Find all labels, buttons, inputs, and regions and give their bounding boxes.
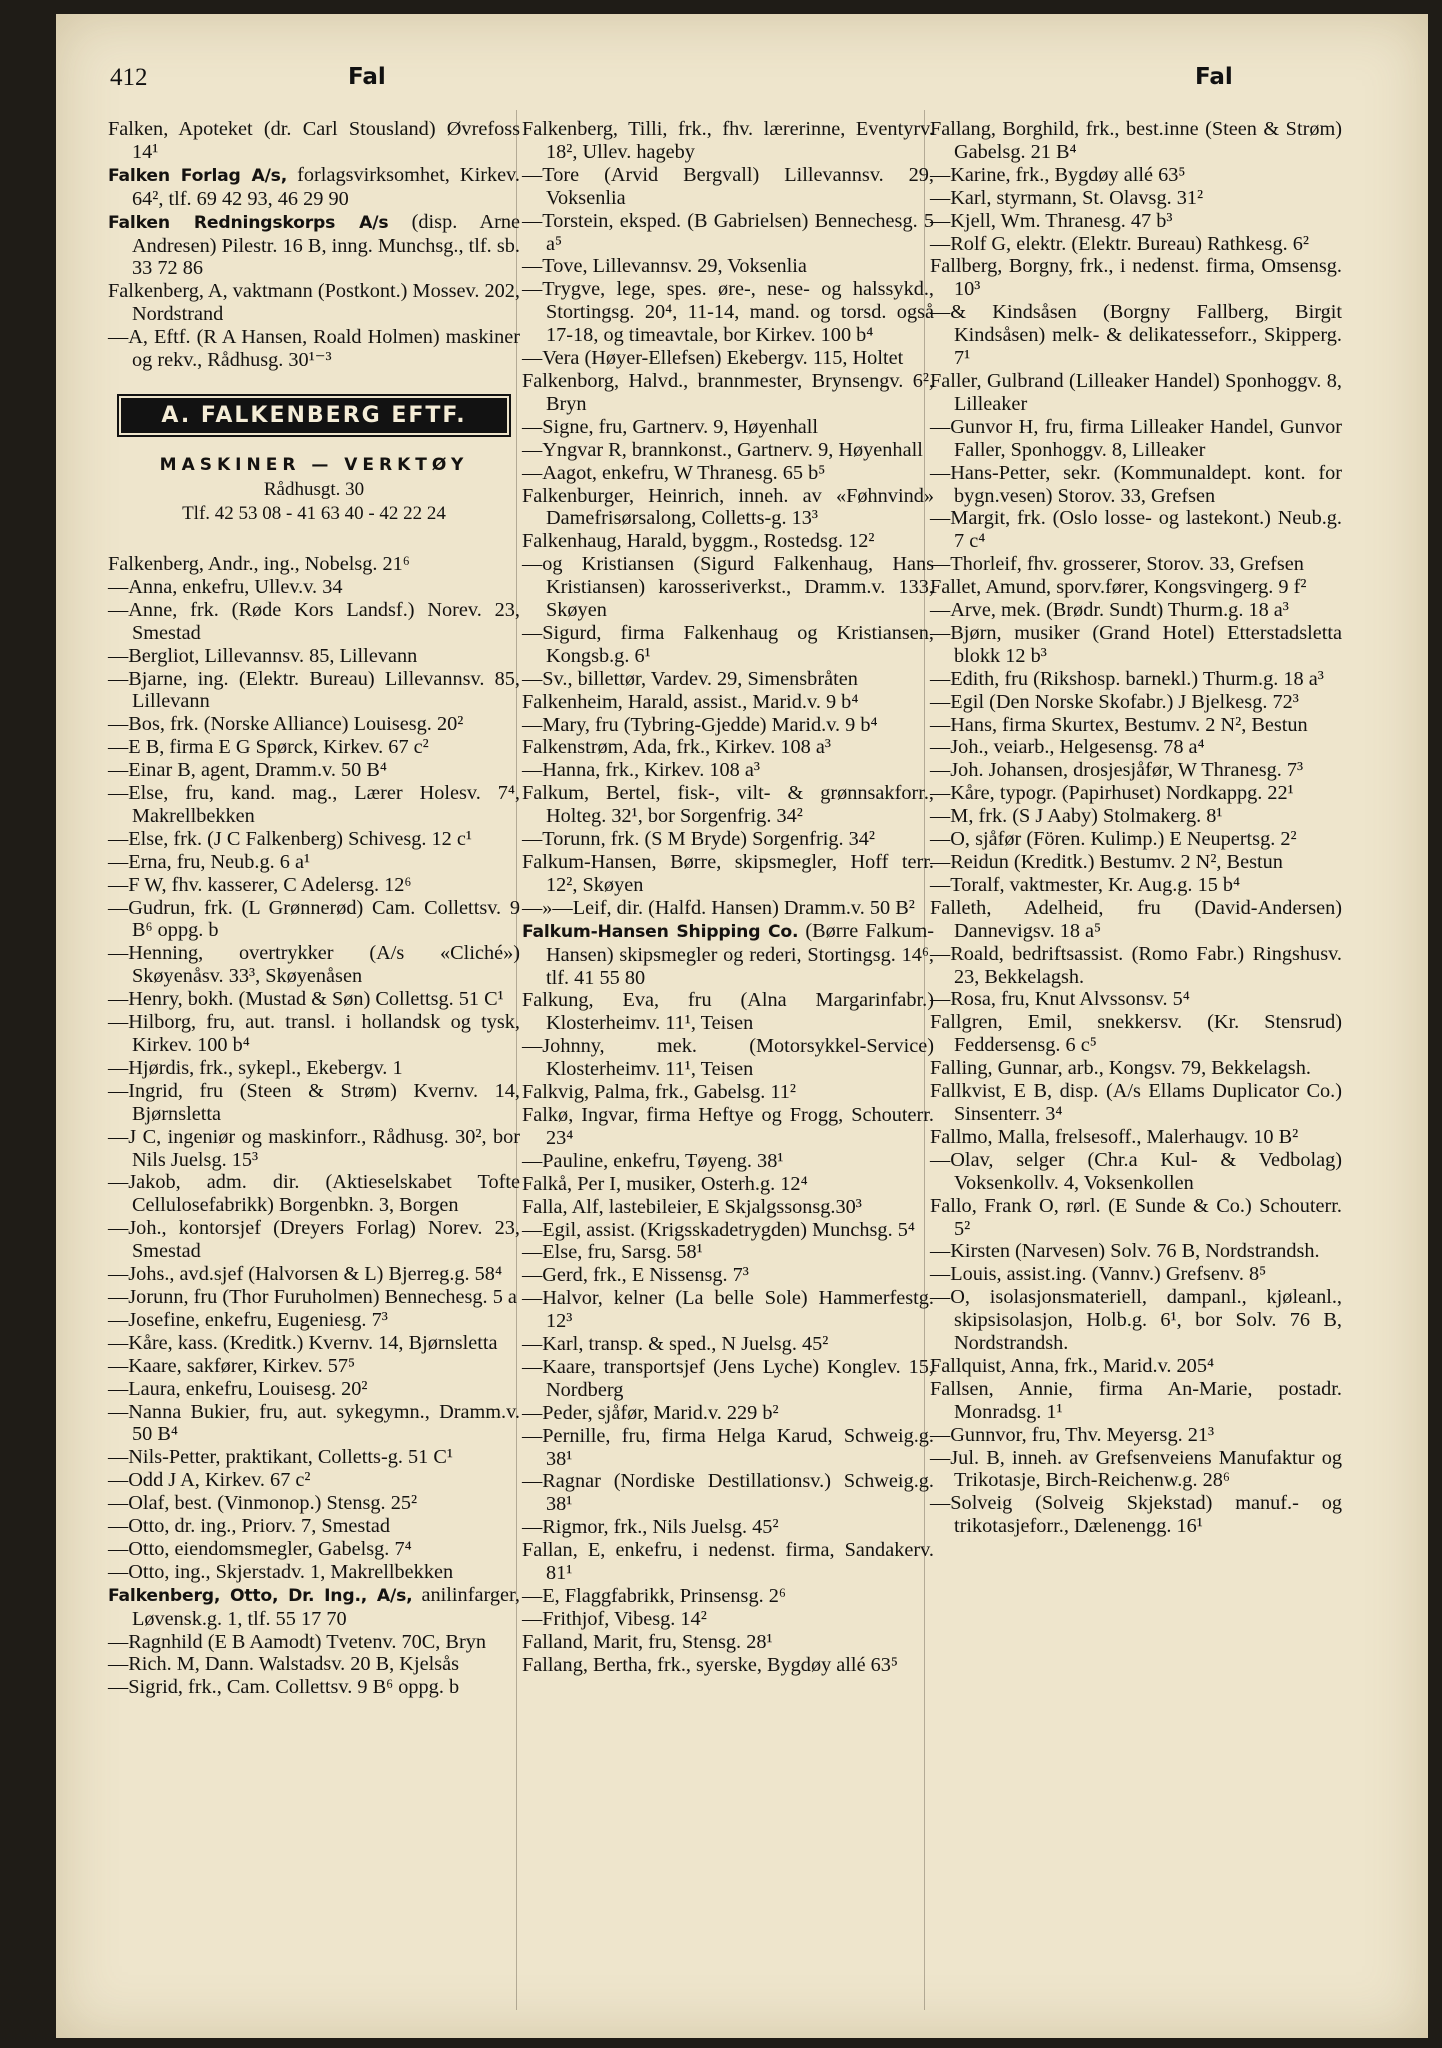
entry-text: —Henning, overtrykker (A/s «Cliché») Skøyenåsv. 33³, Skøyenåsen: [108, 942, 520, 988]
directory-entry: [930, 691, 1342, 714]
directory-entry: [930, 851, 1342, 874]
directory-entry: [108, 1401, 520, 1447]
entry-text: —Arve, mek. (Brødr. Sundt) Thurm.g. 18 a³: [930, 599, 1289, 622]
entry-text: —Kaare, sakfører, Kirkev. 57⁵: [108, 1354, 356, 1377]
directory-entry: [930, 668, 1342, 691]
entry-text: —Joh., kontorsjef (Dreyers Forlag) Norev. 23, Smestad: [108, 1217, 520, 1263]
column-1: [108, 118, 520, 1699]
directory-entry: [108, 1584, 520, 1631]
entry-text: Falkvig, Palma, frk., Gabelsg. 11²: [522, 1081, 797, 1104]
directory-entry: [522, 164, 934, 210]
entry-text: —Laura, enkefru, Louisesg. 20²: [108, 1377, 368, 1400]
entry-text: Falland, Marit, fru, Stensg. 28¹: [522, 1630, 773, 1653]
directory-entry: [522, 851, 934, 897]
entry-text: —Edith, fru (Rikshosp. barnekl.) Thurm.g. 18 a³: [930, 667, 1324, 690]
directory-entry: [930, 1240, 1342, 1263]
directory-entry: [108, 1492, 520, 1515]
directory-entry: [522, 1425, 934, 1471]
entry-text: —Roald, bedriftsassist. (Romo Fabr.) Ringshusv. 23, Bekkelagsh.: [930, 942, 1342, 988]
page-number: 412: [110, 64, 148, 91]
directory-entry: [108, 1080, 520, 1126]
entry-text: —Solveig (Solveig Skjekstad) manuf.- og trikotasjeforr., Dælenengg. 16¹: [930, 1492, 1342, 1538]
directory-entry: [108, 1309, 520, 1332]
directory-entry: [930, 370, 1342, 416]
entry-text: —Johs., avd.sjef (Halvorsen & L) Bjerreg.g. 58⁴: [108, 1263, 503, 1286]
directory-entry: [930, 599, 1342, 622]
directory-entry: [522, 1264, 934, 1287]
directory-entry: [522, 439, 934, 462]
directory-entry: [108, 897, 520, 943]
entry-text: Fallgren, Emil, snekkersv. (Kr. Stensrud) Feddersensg. 6 c⁵: [930, 1011, 1342, 1057]
directory-entry: [930, 874, 1342, 897]
directory-entry: [930, 255, 1342, 301]
directory-entry: [522, 691, 934, 714]
directory-entry: [930, 988, 1342, 1011]
entry-text: —Gunvor H, fru, firma Lilleaker Handel, Gunvor Faller, Sponhoggv. 8, Lilleaker: [930, 415, 1342, 461]
directory-entry: [108, 1217, 520, 1263]
directory-entry: [930, 897, 1342, 943]
directory-entry: [108, 874, 520, 897]
entry-text: —Karine, frk., Bygdøy allé 63⁵: [930, 163, 1186, 186]
entry-text: —Torunn, frk. (S M Bryde) Sorgenfrig. 34²: [522, 828, 875, 851]
entry-text: Falkum, Bertel, fisk-, vilt- & grønnsakforr., Holteg. 32¹, bor Sorgenfrig. 34²: [522, 782, 934, 828]
entry-text: —E B, firma E G Spørck, Kirkev. 67 c²: [108, 736, 429, 759]
entry-text: —Toralf, vaktmester, Kr. Aug.g. 15 b⁴: [930, 873, 1241, 896]
entry-text: —A, Eftf. (R A Hansen, Roald Holmen) maskiner og rekv., Rådhusg. 30¹⁻³: [108, 326, 520, 372]
entry-text: —Signe, fru, Gartnerv. 9, Høyenhall: [522, 415, 819, 438]
directory-entry: [930, 1378, 1342, 1424]
entry-text: forlagsvirksomhet, Kirkev. 64², tlf. 69 42 93, 46 29 90: [132, 163, 520, 210]
directory-entry: [108, 118, 520, 164]
entry-text: —Mary, fru (Tybring-Gjedde) Marid.v. 9 b⁴: [522, 713, 878, 736]
entry-text: Falkenberg, A, vaktmann (Postkont.) Mossev. 202, Nordstrand: [108, 280, 520, 326]
entry-text: —Olaf, best. (Vinmonop.) Stensg. 25²: [108, 1492, 418, 1515]
entry-text: —Karl, transp. & sped., N Juelsg. 45²: [522, 1333, 829, 1356]
entry-text: —J C, ingeniør og maskinforr., Rådhusg. 30², bor Nils Juelsg. 15³: [108, 1125, 520, 1171]
entry-text: —Kirsten (Narvesen) Solv. 76 B, Nordstrandsh.: [930, 1240, 1320, 1263]
directory-entry: [522, 1333, 934, 1356]
entry-text: —Frithjof, Vibesg. 14²: [522, 1607, 707, 1630]
entry-text: Fallo, Frank O, rørl. (E Sunde & Co.) Schouterr. 5²: [930, 1194, 1342, 1240]
entry-text: Falkå, Per I, musiker, Osterh.g. 12⁴: [522, 1172, 808, 1195]
entry-text: Falling, Gunnar, arb., Kongsv. 79, Bekkelagsh.: [930, 1057, 1311, 1080]
entry-text: —Rosa, fru, Knut Alvssonsv. 5⁴: [930, 988, 1190, 1011]
entry-text: —Jul. B, inneh. av Grefsenveiens Manufaktur og Trikotasje, Birch-Reichenw.g. 28⁶: [930, 1446, 1342, 1492]
entry-text: Falkenberg, Andr., ing., Nobelsg. 21⁶: [108, 552, 410, 575]
directory-entry: [108, 1263, 520, 1286]
entry-text: —Trygve, lege, spes. øre-, nese- og halssykd., Stortingsg. 20⁴, 11-14, mand. og torsd. også 17-18, og timeavtale, bor Kirkev. 100 b⁴: [522, 278, 934, 347]
directory-entry: [522, 1539, 934, 1585]
directory-entry: [522, 278, 934, 347]
directory-entry: [930, 782, 1342, 805]
entry-text: —Vera (Høyer-Ellefsen) Ekebergv. 115, Holtet: [522, 347, 904, 370]
directory-entry: [108, 1515, 520, 1538]
directory-entry: [522, 1402, 934, 1425]
directory-entry: [108, 668, 520, 714]
directory-entry: [930, 118, 1342, 164]
directory-entry: [522, 1173, 934, 1196]
entry-text: —Margit, frk. (Oslo losse- og lastekont.) Neub.g. 7 c⁴: [930, 507, 1342, 553]
entry-text: —& Kindsåsen (Borgny Fallberg, Birgit Kindsåsen) melk- & delikatesseforr., Skipperg. 7¹: [930, 301, 1342, 370]
directory-entry: [930, 1057, 1342, 1080]
entry-text: —Else, fru, Sarsg. 58¹: [522, 1241, 703, 1264]
entry-text: —Bos, frk. (Norske Alliance) Louisesg. 20²: [108, 713, 464, 736]
directory-entry: [108, 988, 520, 1011]
directory-entry: [930, 1424, 1342, 1447]
directory-entry: [522, 1196, 934, 1219]
ad-phone: Tlf. 42 53 08 - 41 63 40 - 42 22 24: [182, 502, 446, 524]
entry-text: —»—Leif, dir. (Halfd. Hansen) Dramm.v. 50 B²: [522, 896, 915, 919]
directory-entry: [930, 943, 1342, 989]
directory-entry: [522, 416, 934, 439]
entry-text: —Halvor, kelner (La belle Sole) Hammerfestg. 12³: [522, 1287, 934, 1333]
header-keyword-left: Fal: [348, 64, 386, 90]
entry-text: —Torstein, eksped. (B Gabrielsen) Bennechesg. 5 a⁵: [522, 209, 934, 255]
entry-text: Fallberg, Borgny, frk., i nedenst. firma, Omsensg. 10³: [930, 255, 1342, 301]
directory-entry: [522, 714, 934, 737]
entry-text: —Tore (Arvid Bergvall) Lillevannsv. 29, Voksenlia: [522, 163, 934, 209]
directory-entry: [522, 553, 934, 622]
directory-entry: [522, 118, 934, 164]
directory-entry: [522, 1241, 934, 1264]
directory-entry: [930, 1149, 1342, 1195]
directory-entry: [930, 576, 1342, 599]
entry-text: —Sigrid, frk., Cam. Collettsv. 9 B⁶ oppg. b: [108, 1676, 460, 1699]
entry-text: Fallquist, Anna, frk., Marid.v. 205⁴: [930, 1354, 1215, 1377]
entry-text: —Hans-Petter, sekr. (Kommunaldept. kont. for bygn.vesen) Storov. 33, Grefsen: [930, 461, 1342, 507]
entry-text: —Olav, selger (Chr.a Kul- & Vedbolag) Voksenkollv. 4, Voksenkollen: [930, 1148, 1342, 1194]
entry-text: —Erna, fru, Neub.g. 6 a¹: [108, 850, 311, 873]
entry-text: —Tove, Lillevannsv. 29, Voksenlia: [522, 255, 807, 278]
directory-entry: [108, 1286, 520, 1309]
entry-text: Fallsen, Annie, firma An-Marie, postadr. Monradsg. 1¹: [930, 1377, 1342, 1423]
directory-entry: [522, 1585, 934, 1608]
entry-text: —Gunnvor, fru, Thv. Meyersg. 21³: [930, 1423, 1215, 1446]
directory-entry: [930, 1286, 1342, 1355]
directory-entry: [930, 1126, 1342, 1149]
directory-entry: [930, 210, 1342, 233]
entry-text: —Nanna Bukier, fru, aut. sykegymn., Dramm.v. 50 B⁴: [108, 1400, 520, 1446]
directory-entry: [108, 736, 520, 759]
directory-entry: [522, 1631, 934, 1654]
directory-entry: [522, 1608, 934, 1631]
entry-text: —Sigurd, firma Falkenhaug og Kristiansen, Kongsb.g. 6¹: [522, 621, 934, 667]
entry-text: Faller, Gulbrand (Lilleaker Handel) Sponhoggv. 8, Lilleaker: [930, 369, 1342, 415]
directory-entry: [930, 507, 1342, 553]
directory-page: [56, 14, 1428, 2038]
directory-entry: [108, 599, 520, 645]
ad-tagline: MASKINER — VERKTØY: [159, 454, 469, 475]
column-3: [930, 118, 1342, 1538]
entry-text: —M, frk. (S J Aaby) Stolmakerg. 8¹: [930, 805, 1223, 828]
directory-entry: [522, 1654, 934, 1677]
directory-entry: [108, 1676, 520, 1699]
directory-entry: [522, 782, 934, 828]
entry-text: —Hjørdis, frk., sykepl., Ekebergv. 1: [108, 1056, 403, 1079]
entry-text: —Jorunn, fru (Thor Furuholmen) Bennechesg. 5 a: [108, 1285, 517, 1308]
entry-text: —Egil, assist. (Krigsskadetrygden) Munchsg. 5⁴: [522, 1218, 915, 1241]
directory-entry: [522, 622, 934, 668]
entry-text: —Rigmor, frk., Nils Juelsg. 45²: [522, 1516, 779, 1539]
entry-text: —Joh., veiarb., Helgesensg. 78 a⁴: [930, 736, 1205, 759]
directory-entry: [930, 553, 1342, 576]
entry-text: —Otto, dr. ing., Priorv. 7, Smestad: [108, 1515, 391, 1538]
directory-entry: [108, 1355, 520, 1378]
directory-entry: [930, 714, 1342, 737]
entry-text: —Else, fru, kand. mag., Lærer Holesv. 7⁴, Makrellbekken: [108, 782, 520, 827]
entry-text: Falkung, Eva, fru (Alna Margarinfabr.) Klosterheimv. 11¹, Teisen: [522, 989, 934, 1035]
entry-text: —Otto, ing., Skjerstadv. 1, Makrellbekken: [108, 1560, 454, 1583]
entry-text: —Kaare, transportsjef (Jens Lyche) Konglev. 15, Nordberg: [522, 1355, 934, 1401]
entry-text: —Sv., billettør, Vardev. 29, Simensbråten: [522, 667, 858, 690]
entry-text: —Bergliot, Lillevannsv. 85, Lillevann: [108, 644, 418, 667]
directory-entry: [522, 485, 934, 531]
directory-entry: [930, 622, 1342, 668]
directory-entry: [522, 1516, 934, 1539]
entry-text: —Joh. Johansen, drosjesjåfør, W Thranesg. 7³: [930, 759, 1304, 782]
entry-text: Fallang, Bertha, frk., syerske, Bygdøy allé 63⁵: [522, 1653, 898, 1676]
directory-entry: [930, 1263, 1342, 1286]
entry-text: —Thorleif, fhv. grosserer, Storov. 33, Grefsen: [930, 553, 1304, 576]
entry-text: —O, sjåfør (Fören. Kulimp.) E Neupertsg. 2²: [930, 828, 1297, 851]
directory-entry: [522, 989, 934, 1035]
entry-text: —Anna, enkefru, Ullev.v. 34: [108, 575, 343, 598]
directory-entry: [930, 759, 1342, 782]
directory-entry: [930, 1355, 1342, 1378]
entry-text: —Gudrun, frk. (L Grønnerød) Cam. Collettsv. 9 B⁶ oppg. b: [108, 896, 520, 942]
directory-entry: [108, 1171, 520, 1217]
entry-text: Falkenborg, Halvd., brannmester, Brynsengv. 6², Bryn: [522, 369, 934, 415]
directory-entry: [522, 1219, 934, 1242]
directory-entry: [522, 897, 934, 920]
entry-text: Falkenheim, Harald, assist., Marid.v. 9 b⁴: [522, 690, 859, 713]
entry-text: Falken, Apoteket (dr. Carl Stousland) Øvrefoss 14¹: [108, 118, 520, 163]
entry-text: —Egil (Den Norske Skofabr.) J Bjelkesg. 72³: [930, 690, 1299, 713]
entry-list: [108, 553, 520, 1699]
entry-text: Falkum-Hansen, Børre, skipsmegler, Hoff terr. 12², Skøyen: [522, 851, 934, 896]
directory-entry: [522, 210, 934, 256]
directory-entry: [522, 736, 934, 759]
directory-entry: [930, 462, 1342, 508]
entry-text: —Kåre, typogr. (Papirhuset) Nordkappg. 22¹: [930, 782, 1294, 805]
directory-entry: [522, 1035, 934, 1081]
directory-entry: [108, 280, 520, 326]
directory-entry: [522, 828, 934, 851]
entry-text: —Odd J A, Kirkev. 67 c²: [108, 1469, 311, 1492]
entry-text: —Henry, bokh. (Mustad & Søn) Collettsg. 51 C¹: [108, 988, 504, 1011]
directory-entry: [930, 233, 1342, 256]
entry-text: Falkenstrøm, Ada, frk., Kirkev. 108 a³: [522, 736, 831, 759]
column-2: [522, 118, 934, 1677]
entry-text: —Rich. M, Dann. Walstadsv. 20 B, Kjelsås: [108, 1653, 460, 1676]
directory-entry: [522, 1287, 934, 1333]
directory-entry: [930, 1447, 1342, 1493]
directory-entry: [522, 462, 934, 485]
directory-entry: [522, 1150, 934, 1173]
entry-text: Falleth, Adelheid, fru (David-Andersen) Dannevigsv. 18 a⁵: [930, 896, 1342, 942]
directory-entry: [108, 164, 520, 211]
entry-text: —Else, frk. (J C Falkenberg) Schivesg. 12 c¹: [108, 827, 472, 850]
entry-text: —Louis, assist.ing. (Vannv.) Grefsenv. 8⁵: [930, 1263, 1267, 1286]
entry-text: —Ingrid, fru (Steen & Strøm) Kvernv. 14, Bjørnsletta: [108, 1079, 520, 1125]
entry-text: Fallang, Borghild, frk., best.inne (Steen & Strøm) Gabelsg. 21 B⁴: [930, 118, 1342, 163]
directory-entry: [108, 1631, 520, 1654]
header-keyword-right: Fal: [1195, 64, 1233, 90]
directory-entry: [522, 370, 934, 416]
entry-text: —Nils-Petter, praktikant, Colletts-g. 51 C¹: [108, 1446, 453, 1469]
directory-entry: [930, 301, 1342, 370]
entry-text: —Johnny, mek. (Motorsykkel-Service) Klosterheimv. 11¹, Teisen: [522, 1035, 934, 1081]
directory-entry: [108, 1332, 520, 1355]
directory-entry: [108, 1653, 520, 1676]
directory-entry: [522, 1470, 934, 1516]
directory-entry: [522, 1104, 934, 1150]
entry-text: Falkenberg, Tilli, frk., fhv. lærerinne, Eventyrv. 18², Ullev. hageby: [522, 118, 934, 163]
entry-text: —F W, fhv. kasserer, C Adelersg. 12⁶: [108, 873, 412, 896]
directory-entry: [522, 1081, 934, 1104]
entry-bold-name: Falkum-Hansen Shipping Co.: [522, 921, 799, 942]
entry-text: —Ragnhild (E B Aamodt) Tvetenv. 70C, Bryn: [108, 1630, 486, 1653]
entry-text: —Hilborg, fru, aut. transl. i hollandsk og tysk, Kirkev. 100 b⁴: [108, 1011, 520, 1056]
entry-bold-name: Falken Forlag A/s,: [108, 165, 288, 186]
entry-text: —Kjell, Wm. Thranesg. 47 b³: [930, 209, 1173, 232]
directory-entry: [108, 326, 520, 372]
directory-entry: [930, 736, 1342, 759]
directory-entry: [522, 255, 934, 278]
entry-bold-name: Falkenberg, Otto, Dr. Ing., A/s,: [108, 1585, 413, 1606]
entry-text: —Jakob, adm. dir. (Aktieselskabet Tofte Cellulosefabrikk) Borgenbkn. 3, Borgen: [108, 1171, 520, 1217]
entry-text: —og Kristiansen (Sigurd Falkenhaug, Hans Kristiansen) karosseriverkst., Dramm.v. 133, Skøyen: [522, 553, 934, 622]
entry-text: —Rolf G, elektr. (Elektr. Bureau) Rathkesg. 6²: [930, 232, 1309, 255]
entry-text: Falkø, Ingvar, firma Heftye og Frogg, Schouterr. 23⁴: [522, 1103, 934, 1149]
directory-entry: [930, 1492, 1342, 1538]
entry-text: Fallan, E, enkefru, i nedenst. firma, Sandakerv. 81¹: [522, 1539, 934, 1585]
advertisement: [108, 398, 520, 525]
ad-address: Rådhusgt. 30: [263, 478, 365, 500]
directory-entry: [930, 187, 1342, 210]
directory-entry: [522, 1356, 934, 1402]
directory-entry: [108, 1538, 520, 1561]
directory-entry: [930, 1011, 1342, 1057]
entry-text: —Peder, sjåfør, Marid.v. 229 b²: [522, 1401, 779, 1424]
directory-entry: [108, 1057, 520, 1080]
directory-entry: [930, 1195, 1342, 1241]
entry-text: —Otto, eiendomsmegler, Gabelsg. 7⁴: [108, 1537, 412, 1560]
directory-entry: [108, 1561, 520, 1584]
directory-entry: [108, 782, 520, 828]
directory-entry: [108, 713, 520, 736]
directory-entry: [930, 828, 1342, 851]
entry-text: Falkenburger, Heinrich, inneh. av «Føhnvind» Damefrisørsalong, Colletts-g. 13³: [522, 484, 934, 530]
directory-entry: [930, 805, 1342, 828]
entry-text: Fallmo, Malla, frelsesoff., Malerhaugv. 10 B²: [930, 1125, 1299, 1148]
entry-text: —Josefine, enkefru, Eugeniesg. 7³: [108, 1308, 388, 1331]
entry-text: —Pauline, enkefru, Tøyeng. 38¹: [522, 1149, 784, 1172]
directory-entry: [108, 553, 520, 576]
directory-entry: [108, 1011, 520, 1057]
directory-entry: [108, 1126, 520, 1172]
directory-entry: [108, 645, 520, 668]
directory-entry: [108, 759, 520, 782]
directory-entry: [108, 828, 520, 851]
entry-text: —Pernille, fru, firma Helga Karud, Schweig.g. 38¹: [522, 1424, 934, 1470]
entry-text: —Bjarne, ing. (Elektr. Bureau) Lillevannsv. 85, Lillevann: [108, 667, 520, 713]
entry-text: —Karl, styrmann, St. Olavsg. 31²: [930, 186, 1204, 209]
directory-entry: [108, 576, 520, 599]
directory-entry: [108, 1378, 520, 1401]
entry-text: —Einar B, agent, Dramm.v. 50 B⁴: [108, 759, 387, 782]
entry-text: —Yngvar R, brannkonst., Gartnerv. 9, Høyenhall: [522, 438, 923, 461]
directory-entry: [522, 759, 934, 782]
entry-text: —Ragnar (Nordiske Destillationsv.) Schweig.g. 38¹: [522, 1470, 934, 1516]
entry-text: Fallet, Amund, sporv.fører, Kongsvingerg. 9 f²: [930, 576, 1307, 599]
entry-text: (disp. Arne Andresen) Pilestr. 16 B, inng. Munchsg., tlf. sb. 33 72 86: [132, 210, 520, 280]
entry-text: anilinfarger, Løvensk.g. 1, tlf. 55 17 70: [132, 1583, 520, 1630]
page-header: [110, 64, 1400, 104]
entry-text: —Hanna, frk., Kirkev. 108 a³: [522, 759, 760, 782]
directory-entry: [108, 1469, 520, 1492]
entry-text: —E, Flaggfabrikk, Prinsensg. 2⁶: [522, 1585, 786, 1607]
entry-text: (Børre Falkum-Hansen) skipsmegler og rederi, Stortingsg. 14⁶, tlf. 41 55 80: [546, 919, 934, 989]
directory-entry: [930, 1080, 1342, 1126]
entry-text: —Bjørn, musiker (Grand Hotel) Etterstadsletta blokk 12 b³: [930, 621, 1342, 667]
directory-entry: [108, 211, 520, 281]
directory-entry: [108, 1446, 520, 1469]
directory-entry: [522, 347, 934, 370]
entry-text: —Anne, frk. (Røde Kors Landsf.) Norev. 23, Smestad: [108, 598, 520, 644]
directory-entry: [930, 164, 1342, 187]
entry-text: Falla, Alf, lastebileier, E Skjalgssonsg.30³: [522, 1195, 862, 1218]
ad-logo: A. FALKENBERG EFTF.: [121, 398, 507, 433]
entry-text: Fallkvist, E B, disp. (A/s Ellams Duplicator Co.) Sinsenterr. 3⁴: [930, 1080, 1342, 1125]
entry-list: [108, 118, 520, 372]
entry-text: —Kåre, kass. (Kreditk.) Kvernv. 14, Bjørnsletta: [108, 1331, 498, 1354]
directory-entry: [522, 920, 934, 990]
directory-entry: [930, 416, 1342, 462]
entry-text: —Reidun (Kreditk.) Bestumv. 2 N², Bestun: [930, 851, 1283, 873]
directory-entry: [522, 530, 934, 553]
entry-text: Falkenhaug, Harald, byggm., Rostedsg. 12²: [522, 530, 875, 553]
directory-entry: [522, 668, 934, 691]
entry-bold-name: Falken Redningskorps A/s: [108, 212, 389, 233]
entry-text: —Gerd, frk., E Nissensg. 7³: [522, 1264, 749, 1287]
entry-text: —Hans, firma Skurtex, Bestumv. 2 N², Bestun: [930, 713, 1308, 736]
directory-entry: [108, 942, 520, 988]
entry-text: —O, isolasjonsmateriell, dampanl., kjøleanl., skipsisolasjon, Holb.g. 6¹, bor Solv. 76 B, Nordstrandsh.: [930, 1286, 1342, 1355]
entry-text: —Aagot, enkefru, W Thranesg. 65 b⁵: [522, 461, 826, 484]
directory-entry: [108, 851, 520, 874]
